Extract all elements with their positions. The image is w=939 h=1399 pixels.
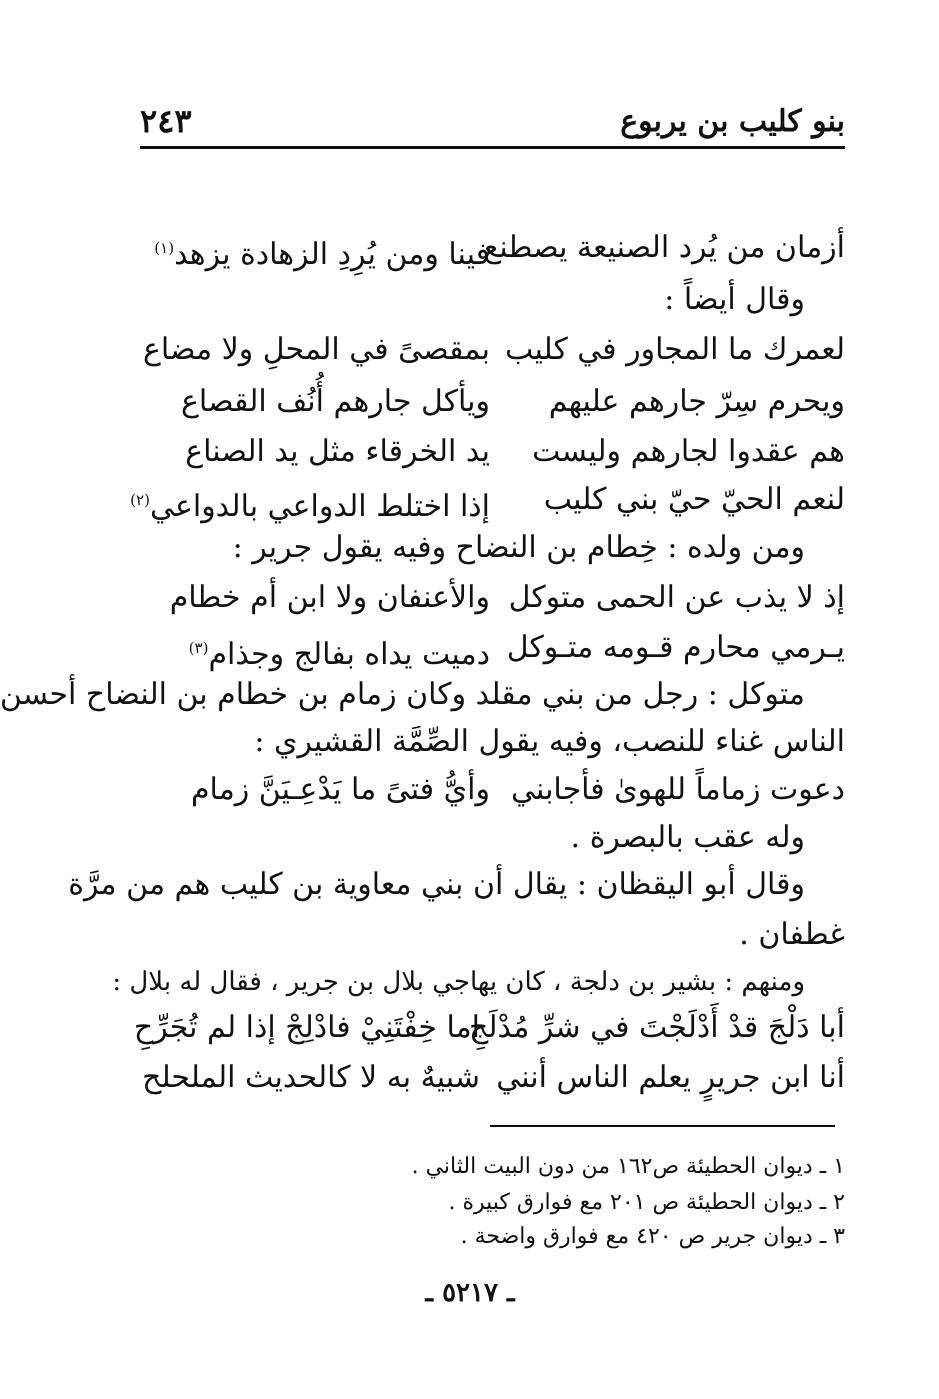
verse-hemistich-second: دميت يداه بفالج وجذام$^{(٣)}$ — [188, 637, 490, 672]
folio-number: ـ ٥٢١٧ ـ — [425, 1278, 515, 1308]
page-number: ٢٤٣ — [140, 102, 192, 140]
verse-hemistich-second: اما خِفْتَنِيْ فادْلِجْ إذا لم تُجَرِّحِ — [133, 1010, 480, 1045]
verse-hemistich-first: هم عقدوا لجارهم وليست — [532, 434, 845, 469]
footnote-marker: (٣) — [188, 639, 209, 657]
verse-hemistich-second: فينا ومن يُرِدِ الزهادة يزهد$^{(١)}$ — [154, 237, 490, 272]
verse-hemistich-second: بمقصىً في المحلِ ولا مضاع — [142, 332, 490, 367]
prose-line: غطفان . — [739, 917, 845, 952]
verse-hemistich-second: والأعنفان ولا ابن أم خطام — [169, 580, 490, 615]
footnote-marker: (٢) — [130, 491, 150, 509]
prose-line: ومنهم : بشير بن دلجة ، كان يهاجي بلال بن جرير ، فقال له بلال : — [112, 967, 805, 997]
prose-line: الناس غناء للنصب، وفيه يقول الصِّمَّة القشيري : — [254, 724, 845, 759]
prose-line: ومن ولده : خِطام بن النضاح وفيه يقول جرير : — [232, 530, 805, 565]
prose-line: متوكل : رجل من بني مقلد وكان زمام بن خطام بن النضاح أحسن — [0, 677, 805, 712]
verse-hemistich-first: أزمان من يُرد الصنيعة يصطنع — [483, 230, 845, 265]
prose-line: وله عقب بالبصرة . — [570, 820, 805, 855]
running-title: بنو كليب بن يربوع — [620, 104, 845, 139]
footnote: ٢ ـ ديوان الحطيئة ص ٢٠١ مع فوارق كبيرة . — [448, 1190, 845, 1215]
prose-line: وقال أبو اليقظان : يقال أن بني معاوية بن كليب هم من مرَّة — [68, 867, 805, 902]
verse-hemistich-first: أنا ابن جريرٍ يعلم الناس أنني — [496, 1060, 845, 1095]
verse-hemistich-first: لنعم الحيّ حيّ بني كليب — [543, 482, 845, 517]
footnote-divider — [490, 1125, 835, 1127]
verse-hemistich-first: إذ لا يذب عن الحمى متوكل — [508, 580, 845, 615]
verse-hemistich-first: لعمرك ما المجاور في كليب — [505, 332, 845, 367]
prose-line: وقال أيضاً : — [664, 282, 805, 317]
verse-hemistich-first: دعوت زماماً للهوىٰ فأجابني — [511, 772, 845, 807]
verse-hemistich-first: ويحرم سِرّ جارهم عليهم — [548, 384, 845, 419]
verse-hemistich-second: يد الخرقاء مثل يد الصناع — [185, 434, 490, 469]
verse-hemistich-second: وأيُّ فتىً ما يَدْعِـيَنَّ زمام — [190, 772, 490, 807]
footnote: ٣ ـ ديوان جرير ص ٤٢٠ مع فوارق واضحة . — [460, 1224, 845, 1249]
footnote: ١ ـ ديوان الحطيئة ص١٦٢ من دون البيت الثاني . — [411, 1154, 845, 1179]
verse-hemistich-first: أبا دَلْجَ قدْ أَدْلَجْتَ في شرِّ مُدْلَجِ — [468, 1010, 845, 1045]
running-header — [140, 100, 845, 149]
verse-hemistich-second: شبيهٌ به لا كالحديث الملحلح — [142, 1060, 480, 1095]
verse-hemistich-first: يـرمي محارم قـومه متـوكل — [506, 630, 845, 665]
footnote-marker: (١) — [154, 239, 175, 257]
verse-hemistich-second: ويأكل جارهم أُنُف القصاع — [181, 384, 490, 419]
verse-hemistich-second: إذا اختلط الدواعي بالدواعي$^{(٢)}$ — [130, 489, 490, 524]
